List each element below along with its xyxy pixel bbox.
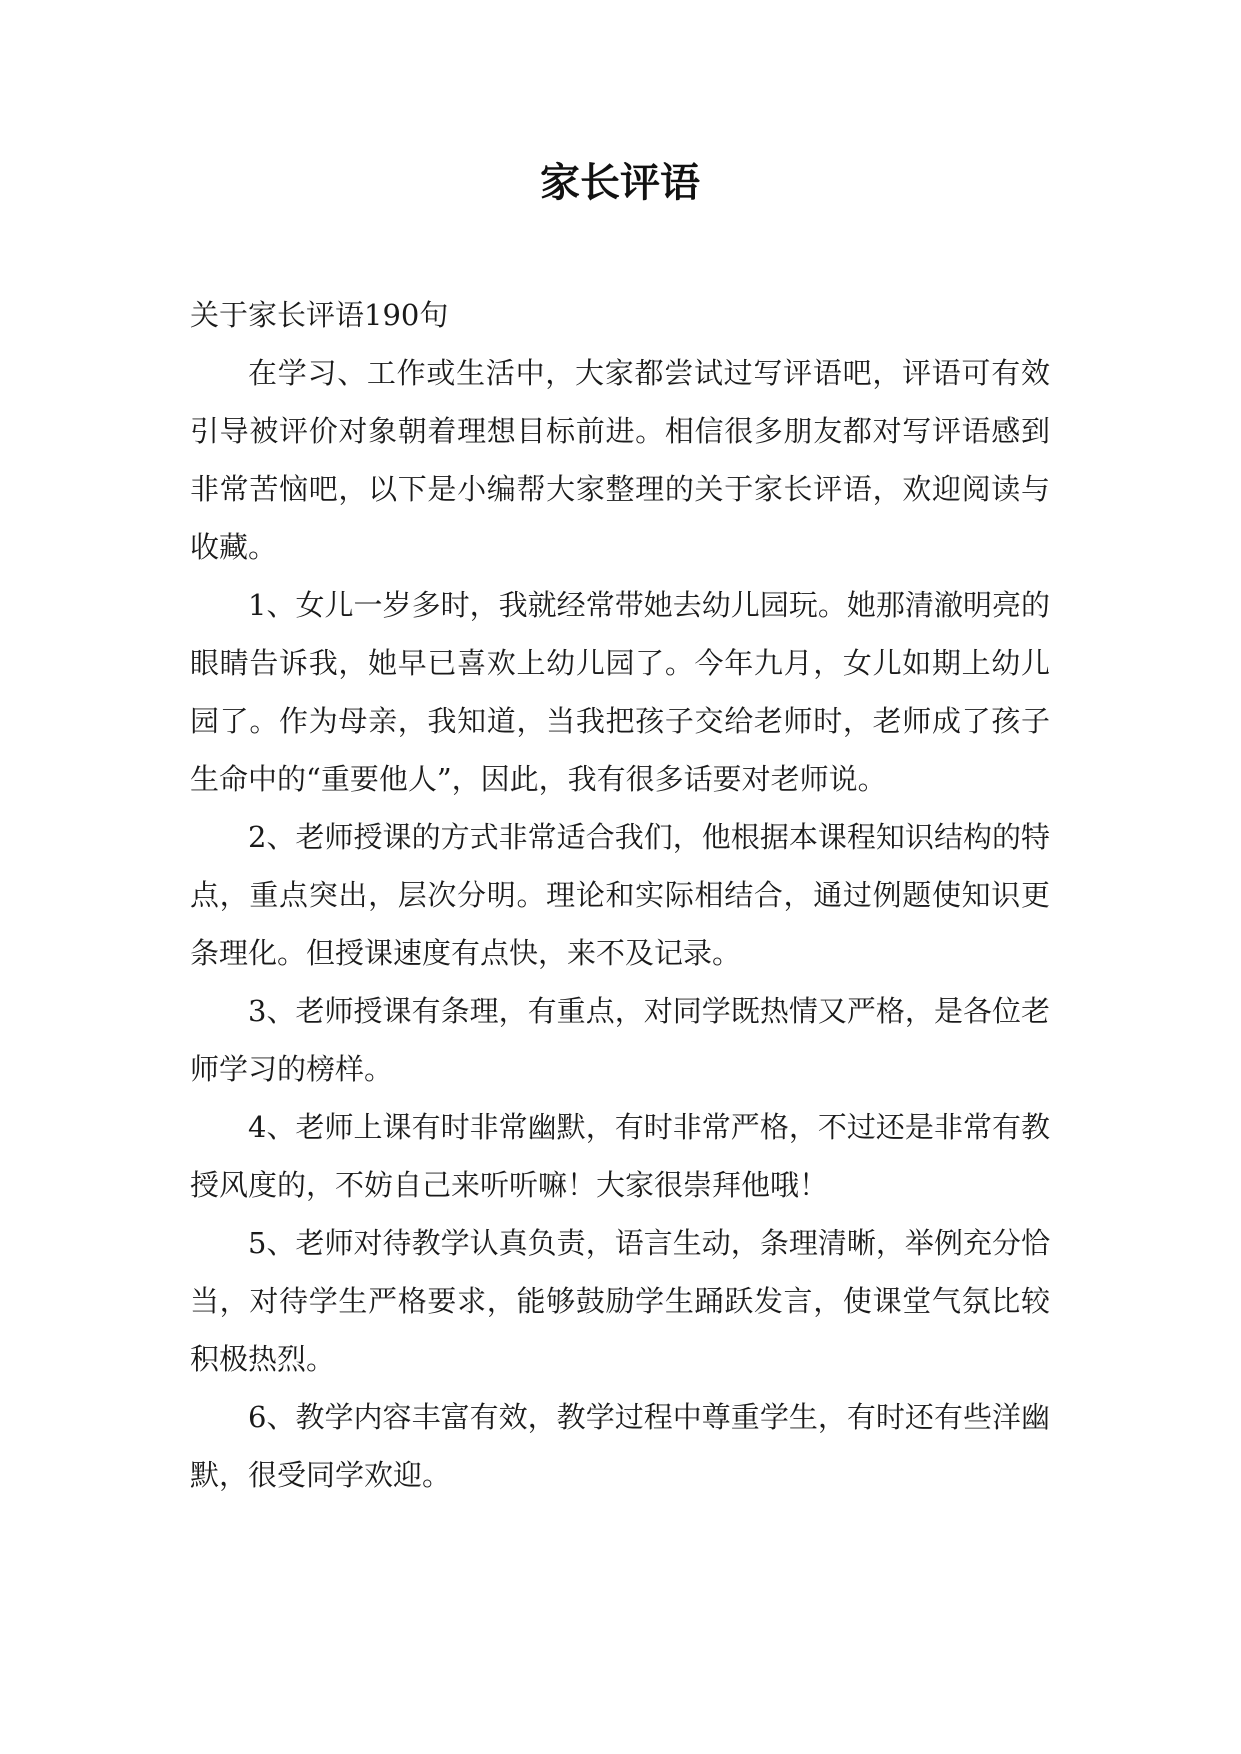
comment-paragraph-4: 4、老师上课有时非常幽默，有时非常严格，不过还是非常有教授风度的，不妨自己来听听嘛！大家很崇拜他哦！ <box>190 1110 1050 1202</box>
comment-paragraph-1: 1、女儿一岁多时，我就经常带她去幼儿园玩。她那清澈明亮的眼睛告诉我，她早已喜欢上幼儿园了。今年九月，女儿如期上幼儿园了。作为母亲，我知道，当我把孩子交给老师时，老师成了孩子生命中的“重要他人”，因此，我有很多话要对老师说。 <box>190 588 1050 796</box>
intro-paragraph: 在学习、工作或生活中，大家都尝试过写评语吧，评语可有效引导被评价对象朝着理想目标前进。相信很多朋友都对写评语感到非常苦恼吧，以下是小编帮大家整理的关于家长评语，欢迎阅读与收藏。 <box>190 356 1050 564</box>
comment-paragraph-5: 5、老师对待教学认真负责，语言生动，条理清晰，举例充分恰当，对待学生严格要求，能够鼓励学生踊跃发言，使课堂气氛比较积极热烈。 <box>190 1226 1050 1376</box>
comment-paragraph-3: 3、老师授课有条理，有重点，对同学既热情又严格，是各位老师学习的榜样。 <box>190 994 1050 1086</box>
comment-paragraph-6: 6、教学内容丰富有效，教学过程中尊重学生，有时还有些洋幽默，很受同学欢迎。 <box>190 1400 1050 1492</box>
document-title: 家长评语 <box>540 159 700 206</box>
document-body <box>190 286 1050 1504</box>
comment-paragraph-2: 2、老师授课的方式非常适合我们，他根据本课程知识结构的特点，重点突出，层次分明。理论和实际相结合，通过例题使知识更条理化。但授课速度有点快，来不及记录。 <box>190 820 1050 970</box>
document-subtitle: 关于家长评语190句 <box>190 298 449 332</box>
